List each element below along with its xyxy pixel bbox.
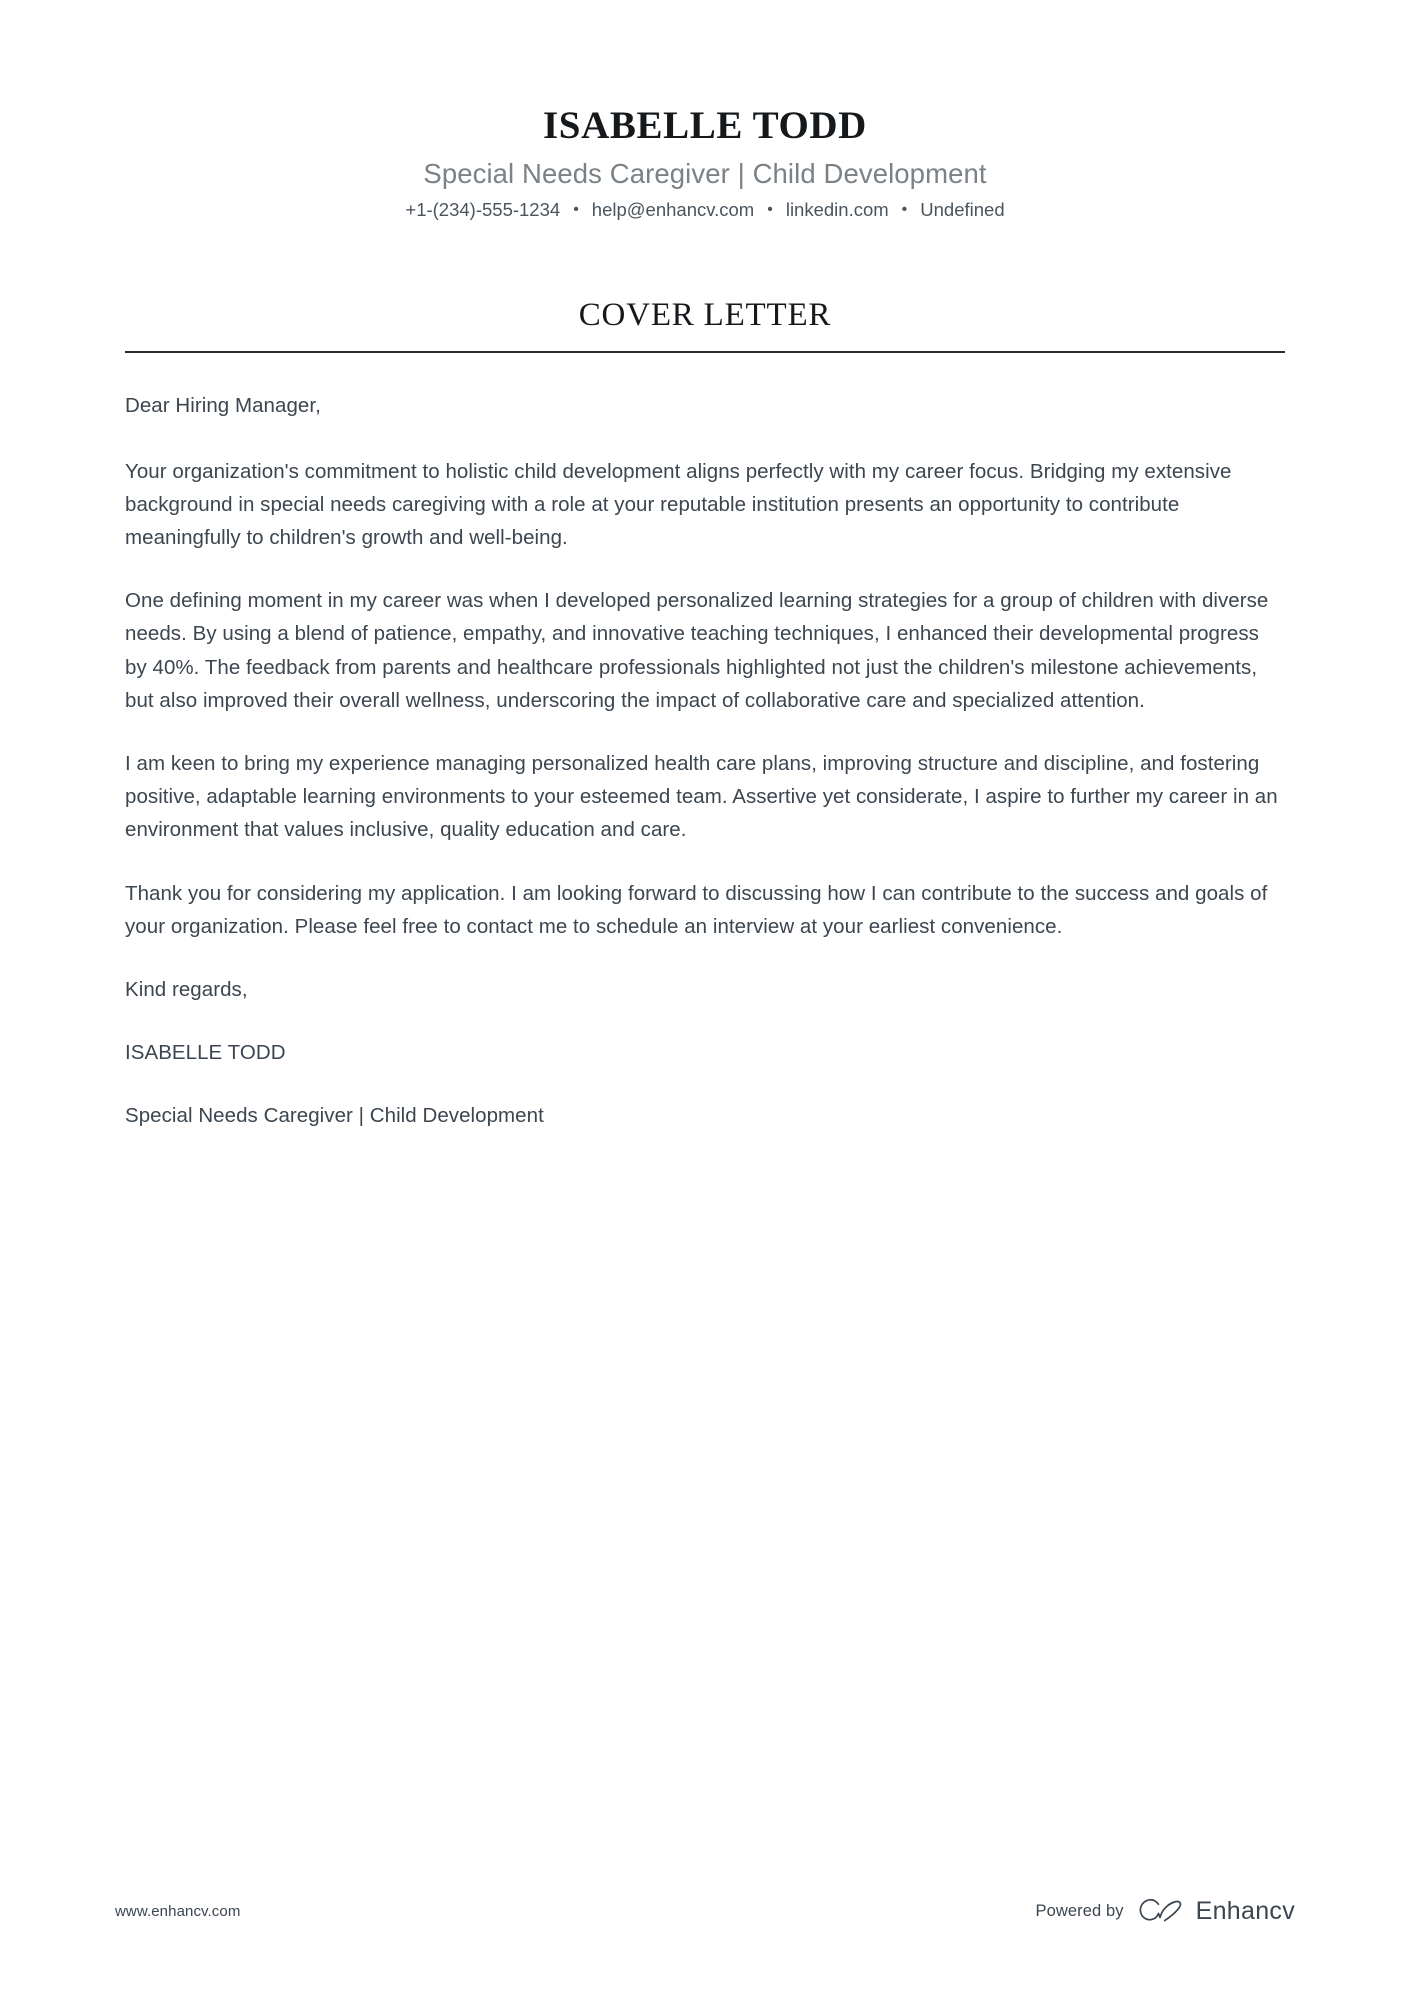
letter-paragraph: Your organization's commitment to holistic child development aligns perfectly with my career focus. Bridging my extensive background in special needs caregiving with a role at your reputable institution presents an opportunity to contribute meaningfully to children's growth and well-being. [125,459,1232,549]
contact-location: Undefined [920,199,1005,221]
enhancv-infinity-logo-icon [1137,1898,1183,1924]
letter-closing: Kind regards, [125,978,248,1002]
letter-body [125,353,1285,1132]
candidate-headline: Special Needs Caregiver | Child Development [423,157,987,189]
candidate-name: ISABELLE TODD [543,104,867,147]
footer-branding [1035,1897,1295,1926]
contact-separator-icon: • [573,200,579,218]
letter-paragraph: I am keen to bring my experience managing personalized health care plans, improving structure and discipline, and fostering positive, adaptable learning environments to your esteemed team. Assertive yet considerate, I aspire to further my career in an environment that values inclusive, quality education and care. [125,752,1278,842]
contact-separator-icon: • [767,200,773,218]
signature-name: ISABELLE TODD [125,1041,286,1065]
powered-by-label: Powered by [1035,1901,1124,1920]
letter-paragraph: One defining moment in my career was when I developed personalized learning strategies for a group of children with diverse needs. By using a blend of patience, empathy, and innovative teaching techniques, I enhanced their developmental progress by 40%. The feedback from parents and healthcare professionals highlighted not just the children's milestone achievements, but also improved their overall wellness, underscoring the impact of collaborative care and specialized attention. [125,589,1269,712]
signature-block [125,973,1285,1133]
contact-separator-icon: • [901,200,908,218]
contact-email[interactable]: help@enhancv.com [591,199,755,221]
section-title-cover-letter: COVER LETTER [578,297,832,334]
footer-website-url[interactable]: www.enhancv.com [115,1902,241,1920]
contact-linkedin[interactable]: linkedin.com [785,199,889,221]
letter-salutation: Dear Hiring Manager, [125,394,321,418]
letter-paragraph: Thank you for considering my application. I am looking forward to discussing how I can contribute to the success and goals of your organization. Please feel free to contact me to schedule an interview at your earliest convenience. [125,881,1268,938]
letter-header [0,0,1410,223]
contact-row [0,198,1410,223]
brand-name-label: Enhancv [1195,1896,1295,1925]
page-footer [0,1875,1410,1995]
section-heading-block [0,297,1410,334]
contact-phone[interactable]: +1-(234)-555-1234 [405,199,561,221]
signature-title: Special Needs Caregiver | Child Development [125,1104,544,1128]
